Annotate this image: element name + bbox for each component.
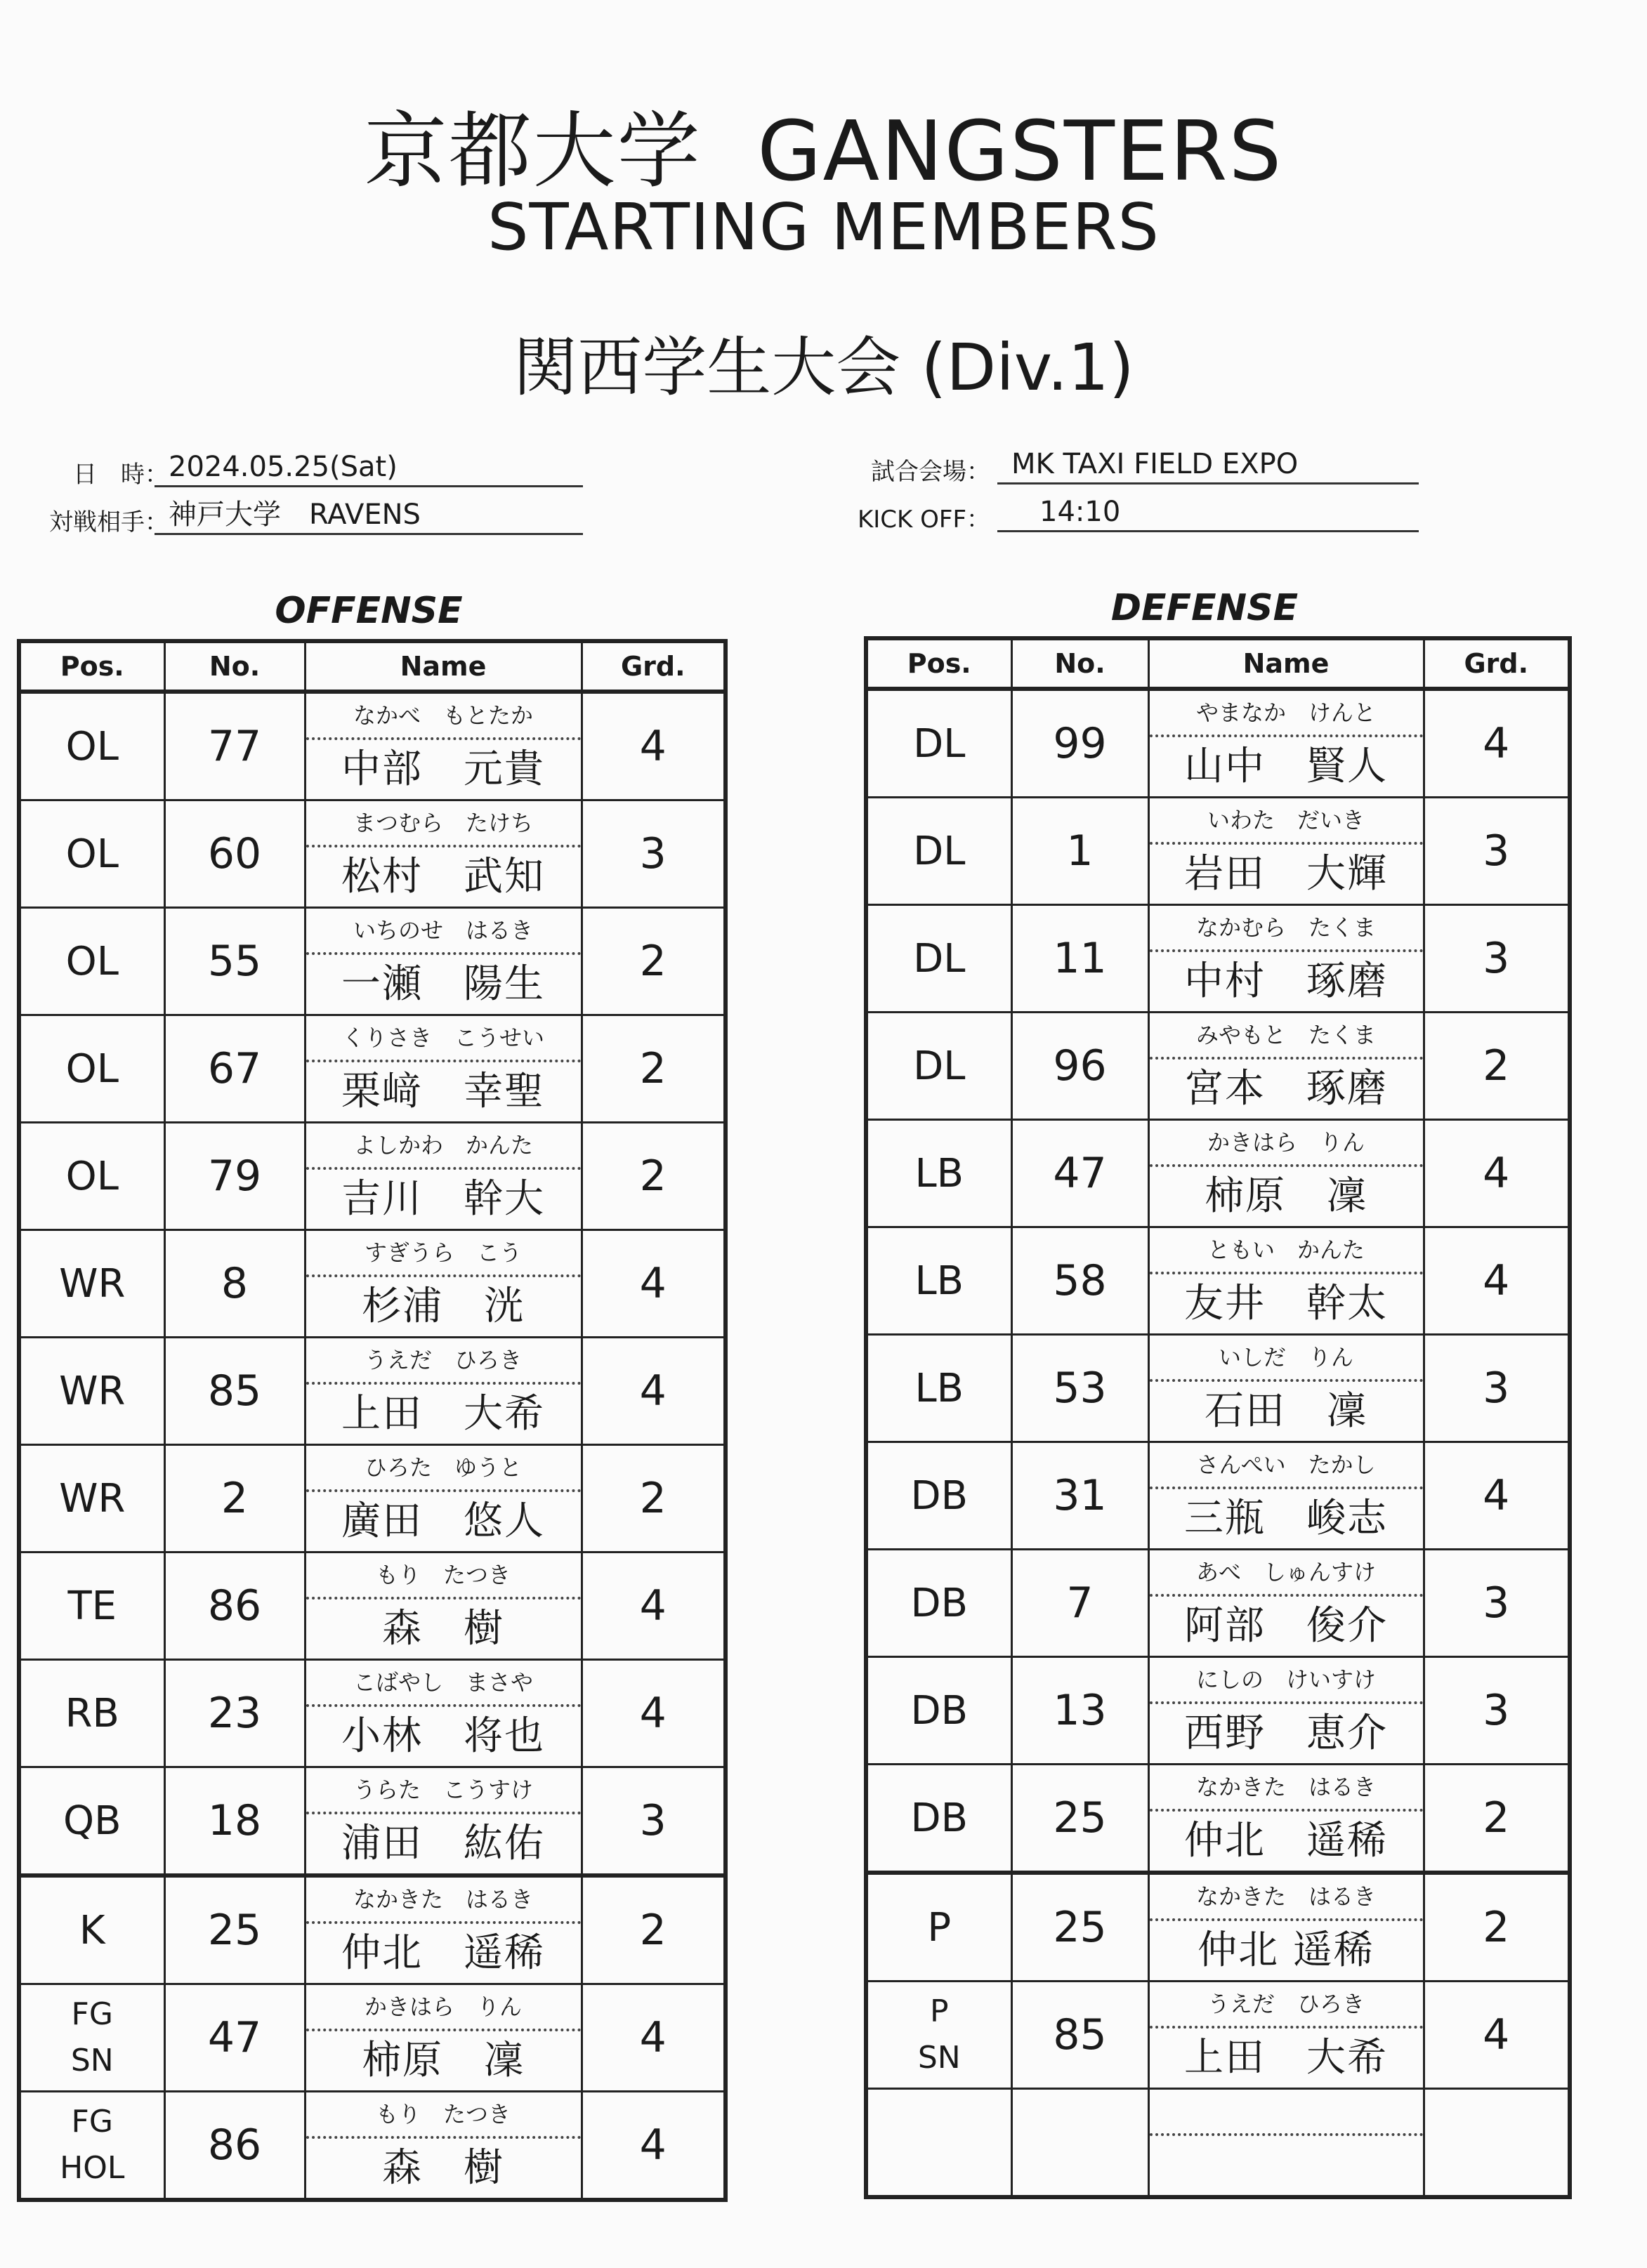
player-name-kana: なかきた はるき [1150,1765,1423,1812]
player-grade: 2 [1424,1873,1570,1982]
position-primary: K [79,1907,105,1953]
player-name-cell [305,1984,582,2092]
venue-value: MK TAXI FIELD EXPO [997,447,1419,484]
position-secondary: SN [70,2043,114,2078]
player-number: 25 [164,1875,305,1984]
offense-row [19,1230,726,1338]
position-primary: OL [65,1046,119,1092]
player-grade: 2 [582,1123,726,1230]
player-grade: 4 [1424,689,1570,798]
player-name-kana: まつむら たけち [306,801,581,848]
player-name-cell [1148,1765,1424,1873]
player-name-kana: にしの けいすけ [1150,1658,1423,1704]
player-name-kana: うらた こうすけ [306,1768,581,1814]
player-name-kana: かきはら りん [306,1985,581,2031]
player-grade: 2 [582,1015,726,1123]
player-grade: 2 [582,908,726,1015]
player-grade: 3 [1424,798,1570,905]
player-name-cell [305,1445,582,1552]
player-name: 松村 武知 [341,854,545,899]
defense-row [866,1120,1570,1227]
player-name-cell [1148,1227,1424,1335]
player-position [866,905,1011,1013]
document-subtitle: STARTING MEMBERS [487,190,1160,265]
player-name-cell [305,800,582,908]
player-name: 石田 凜 [1205,1388,1367,1434]
player-name: 仲北 遥稀 [341,1930,545,1976]
player-name: 栗﨑 幸聖 [341,1069,545,1114]
position-primary: FG [71,1996,113,2032]
col-grd: Grd. [1424,638,1570,689]
player-position [19,1875,164,1984]
player-position [19,1660,164,1767]
player-name-cell [1148,1120,1424,1227]
player-position [866,1442,1011,1550]
player-number: 55 [164,908,305,1015]
player-name: 吉川 幹大 [341,1176,545,1222]
player-grade: 2 [1424,1765,1570,1873]
defense-header-row [866,638,1570,689]
team-name-ja: 京都大学 [364,103,702,199]
player-position [19,800,164,908]
player-name: 森 樹 [382,1606,504,1651]
player-number: 13 [1011,1657,1148,1765]
defense-table [864,636,1572,2199]
player-name: 仲北 遥稀 [1197,1927,1374,1973]
player-name-cell [305,1552,582,1660]
position-primary: OL [65,831,119,877]
player-number: 47 [1011,1120,1148,1227]
player-name-cell [1148,905,1424,1013]
event-name: 関西学生大会 (Div.1) [513,330,1134,405]
player-grade: 4 [1424,1120,1570,1227]
player-name-cell [305,1230,582,1338]
player-name: 一瀬 陽生 [341,961,545,1007]
player-name: 杉浦 洸 [362,1284,525,1329]
player-grade: 2 [582,1445,726,1552]
position-primary: OL [65,1153,119,1199]
player-name-cell [305,1660,582,1767]
player-name-cell [1148,689,1424,798]
player-grade: 4 [582,1230,726,1338]
player-grade: 4 [1424,1982,1570,2089]
player-name-cell [1148,2089,1424,2198]
player-grade: 4 [1424,1227,1570,1335]
player-number: 25 [1011,1765,1148,1873]
player-name-cell [305,2092,582,2201]
player-position [19,2092,164,2201]
player-name-kana: いわた だいき [1150,798,1423,845]
position-primary: DL [913,1043,966,1089]
player-number: 2 [164,1445,305,1552]
col-grd: Grd. [582,641,726,692]
offense-row [19,1875,726,1984]
player-name: 上田 大希 [1184,2035,1388,2081]
player-name-kana: すぎうら こう [306,1231,581,1277]
player-name: 廣田 悠人 [341,1498,545,1544]
offense-row [19,800,726,908]
player-name: 友井 幹太 [1184,1281,1388,1326]
player-grade: 4 [582,1660,726,1767]
offense-title: OFFENSE [275,590,463,632]
player-number: 85 [1011,1982,1148,2089]
player-position [19,1338,164,1445]
position-primary: P [927,1904,952,1951]
player-grade [1424,2089,1570,2198]
col-no: No. [1011,638,1148,689]
player-name-kana: なかきた はるき [1150,1875,1423,1921]
player-name: 柿原 凜 [362,2038,525,2083]
player-grade: 4 [582,2092,726,2201]
offense-row [19,1015,726,1123]
position-primary: DB [910,1687,969,1734]
player-name: 山中 賢人 [1184,744,1388,789]
player-name-cell [1148,1335,1424,1442]
player-position [19,1123,164,1230]
player-number: 8 [164,1230,305,1338]
player-name-kana: なかきた はるき [306,1878,581,1924]
player-number: 23 [164,1660,305,1767]
position-primary: LB [914,1258,964,1304]
defense-row [866,905,1570,1013]
offense-row [19,1338,726,1445]
position-primary: WR [59,1475,126,1522]
player-position [866,1120,1011,1227]
offense-row [19,1123,726,1230]
player-grade: 3 [582,1767,726,1876]
player-name-cell [1148,1982,1424,2089]
player-number: 1 [1011,798,1148,905]
col-pos: Pos. [866,638,1011,689]
player-number: 60 [164,800,305,908]
player-grade: 3 [582,800,726,908]
player-number [1011,2089,1148,2198]
player-name-kana: いちのせ はるき [306,909,581,955]
player-name: 浦田 紘佑 [341,1821,545,1866]
player-number: 53 [1011,1335,1148,1442]
defense-row [866,1227,1570,1335]
offense-row [19,908,726,1015]
player-number: 85 [164,1338,305,1445]
position-primary: LB [914,1150,964,1196]
position-primary: OL [65,938,119,984]
defense-title: DEFENSE [1110,587,1299,629]
player-position [866,2089,1011,2198]
player-grade: 3 [1424,905,1570,1013]
player-name-cell [1148,798,1424,905]
player-name-kana: よしかわ かんた [306,1123,581,1170]
position-primary: QB [63,1798,122,1844]
player-grade: 3 [1424,1550,1570,1657]
player-position [866,1227,1011,1335]
player-grade: 4 [582,1984,726,2092]
player-position [866,1982,1011,2089]
date-label: 日 時： [73,461,169,489]
player-name: 三瓶 峻志 [1184,1496,1388,1541]
player-number: 7 [1011,1550,1148,1657]
player-name: 中村 琢磨 [1184,958,1388,1004]
defense-row [866,1873,1570,1982]
offense-header-row [19,641,726,692]
position-primary: DB [910,1472,969,1519]
player-grade: 2 [582,1875,726,1984]
offense-row [19,1984,726,2092]
defense-row [866,1013,1570,1120]
player-name-kana: あべ しゅんすけ [1150,1550,1423,1597]
player-position [866,1335,1011,1442]
defense-row [866,2089,1570,2198]
position-secondary: HOL [60,2150,125,2186]
player-name: 阿部 俊介 [1184,1603,1388,1649]
player-number: 86 [164,1552,305,1660]
kickoff-value: 14:10 [997,494,1419,532]
position-primary: DB [910,1580,969,1626]
player-number: 86 [164,2092,305,2201]
player-position [19,1445,164,1552]
player-name: 小林 将也 [341,1713,545,1759]
player-position [19,1015,164,1123]
player-name-kana: うえだ ひろき [1150,1982,1423,2029]
offense-table [17,639,728,2202]
player-name-cell [1148,1550,1424,1657]
player-position [866,689,1011,798]
player-number: 67 [164,1015,305,1123]
player-position [19,1552,164,1660]
player-name-kana: うえだ ひろき [306,1338,581,1385]
position-primary: RB [65,1690,119,1736]
player-name-kana [1150,2090,1423,2136]
player-name-cell [305,1767,582,1876]
player-position [866,1550,1011,1657]
position-primary: DB [910,1795,969,1841]
player-number: 47 [164,1984,305,2092]
player-position [19,1767,164,1876]
player-name: 上田 大希 [341,1391,545,1437]
player-name-kana: みやもと たくま [1150,1013,1423,1060]
player-position [866,1013,1011,1120]
col-name: Name [305,641,582,692]
col-pos: Pos. [19,641,164,692]
player-number: 58 [1011,1227,1148,1335]
player-name-kana: さんぺい たかし [1150,1443,1423,1489]
player-grade: 4 [582,692,726,800]
player-name-cell [1148,1442,1424,1550]
player-position [19,1984,164,2092]
player-name-kana: ともい かんた [1150,1228,1423,1274]
player-name: 仲北 遥稀 [1184,1818,1388,1864]
player-grade: 4 [582,1552,726,1660]
player-number: 77 [164,692,305,800]
offense-row [19,1767,726,1876]
defense-row [866,1765,1570,1873]
player-name-cell [305,692,582,800]
position-secondary: SN [917,2040,961,2076]
defense-row [866,1982,1570,2089]
player-name-kana: ひろた ゆうと [306,1446,581,1492]
player-name-kana: かきはら りん [1150,1121,1423,1167]
player-name-cell [305,1338,582,1445]
player-name: 中部 元貴 [341,746,545,792]
position-primary: DL [913,935,966,982]
defense-row [866,1657,1570,1765]
player-name: 森 樹 [382,2145,504,2191]
player-name-kana: くりさき こうせい [306,1016,581,1062]
opponent-label: 対戦相手： [49,508,169,536]
player-grade: 3 [1424,1335,1570,1442]
player-number: 25 [1011,1873,1148,1982]
team-name-en: GANGSTERS [757,103,1283,199]
offense-row [19,1660,726,1767]
player-name-kana: いしだ りん [1150,1336,1423,1382]
offense-row [19,1552,726,1660]
player-name-cell [1148,1657,1424,1765]
player-grade: 4 [582,1338,726,1445]
player-name [1150,2136,1423,2195]
player-position [19,908,164,1015]
player-name-cell [305,908,582,1015]
position-primary: WR [59,1260,126,1307]
player-name-cell [1148,1873,1424,1982]
player-name-cell [305,1123,582,1230]
player-number: 31 [1011,1442,1148,1550]
player-name: 岩田 大輝 [1184,851,1388,897]
position-primary: LB [914,1365,964,1411]
player-name-cell [305,1875,582,1984]
defense-row [866,798,1570,905]
defense-row [866,689,1570,798]
offense-row [19,692,726,800]
player-name-kana: なかべ もとたか [306,694,581,740]
player-name-cell [305,1015,582,1123]
team-title [0,84,1647,204]
defense-row [866,1550,1570,1657]
position-primary: WR [59,1368,126,1414]
player-name-kana: やまなか けんと [1150,691,1423,737]
player-name: 西野 恵介 [1184,1710,1388,1756]
defense-row [866,1442,1570,1550]
position-primary: P [929,1993,949,2029]
player-grade: 2 [1424,1013,1570,1120]
venue-label: 試合会場： [871,458,990,486]
player-grade: 3 [1424,1657,1570,1765]
player-name-kana: もり たつき [306,1553,581,1600]
position-primary: TE [67,1583,117,1629]
player-number: 79 [164,1123,305,1230]
player-number: 11 [1011,905,1148,1013]
player-number: 99 [1011,689,1148,798]
col-name: Name [1148,638,1424,689]
player-grade: 4 [1424,1442,1570,1550]
position-primary: DL [913,828,966,874]
offense-row [19,1445,726,1552]
player-number: 18 [164,1767,305,1876]
defense-row [866,1335,1570,1442]
player-name: 柿原 凜 [1205,1173,1367,1219]
player-position [19,1230,164,1338]
player-position [866,1873,1011,1982]
date-value: 2024.05.25(Sat) [155,449,583,487]
player-position [19,692,164,800]
position-primary: OL [65,723,119,770]
offense-row [19,2092,726,2201]
position-primary: DL [913,720,966,767]
player-position [866,1657,1011,1765]
player-name: 宮本 琢磨 [1184,1066,1388,1112]
player-number: 96 [1011,1013,1148,1120]
player-position [866,798,1011,905]
player-name-kana: こばやし まさや [306,1661,581,1707]
player-name-kana: なかむら たくま [1150,906,1423,952]
position-primary: FG [71,2104,113,2140]
kickoff-label: KICK OFF： [857,506,990,534]
player-name-cell [1148,1013,1424,1120]
col-no: No. [164,641,305,692]
player-position [866,1765,1011,1873]
opponent-value: 神戸大学 RAVENS [155,497,583,535]
player-name-kana: もり たつき [306,2092,581,2139]
